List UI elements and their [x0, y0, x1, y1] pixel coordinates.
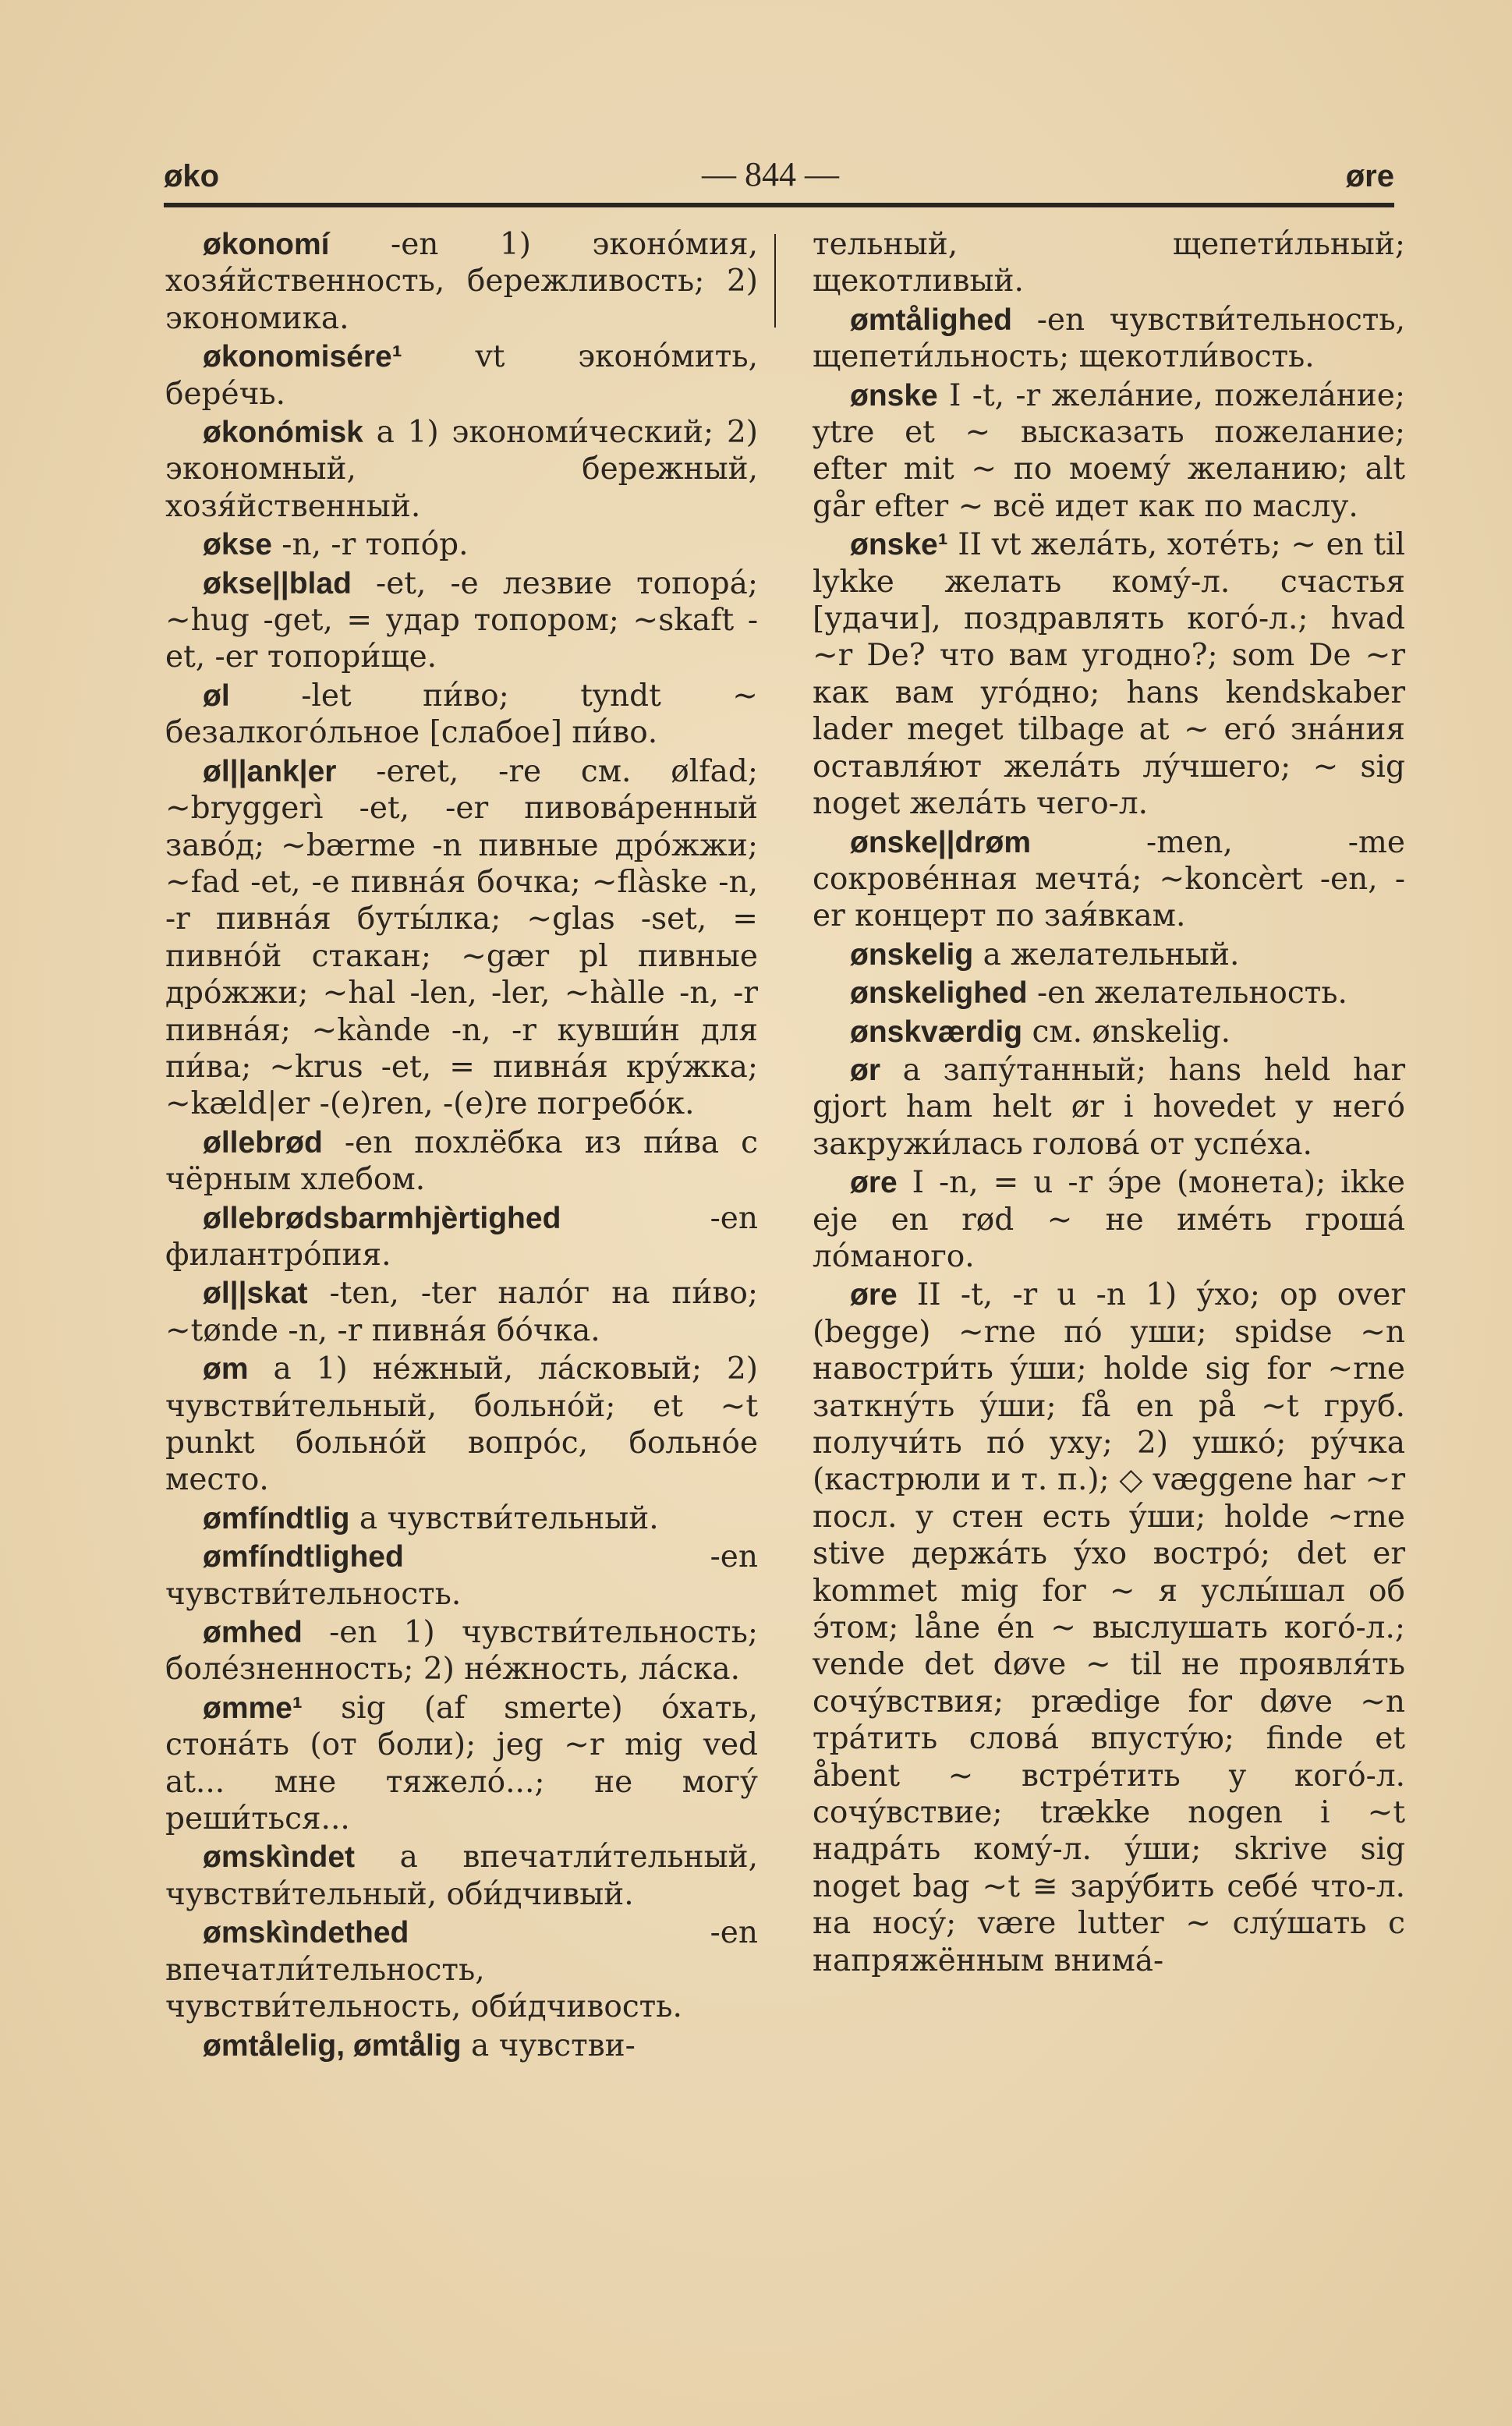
entry-headword: ønskelighed	[850, 976, 1028, 1011]
dictionary-entry	[165, 414, 758, 525]
entry-definition: I -t, -r жела́ние, пожела́ние; ytre et ~ высказать пожелание; efter mit ~ по моему́ желанию; alt går efter ~ всё идет как по маслу.	[813, 377, 1405, 524]
entry-headword: øre	[850, 1278, 898, 1312]
entry-headword: ømfíndtlig	[203, 1501, 350, 1535]
column-divider	[774, 234, 776, 328]
entry-headword: ømtålelig, ømtålig	[203, 2028, 462, 2063]
dictionary-entry	[165, 1690, 758, 1838]
entry-definition: -et, -e лезвие топора́; ~hug -get, = удар топором; ~skaft -et, -er топори́ще.	[165, 565, 758, 675]
entry-headword: øm	[203, 1352, 249, 1387]
dictionary-entry	[165, 1500, 758, 1537]
header-rule	[164, 203, 1394, 207]
entry-headword: økonomí	[203, 228, 330, 261]
dictionary-entry	[813, 1277, 1405, 1979]
header-right-guideword: øre	[1345, 159, 1394, 193]
page-number: — 844 —	[702, 155, 839, 193]
dictionary-entry	[165, 1124, 758, 1199]
entry-definition: -n, -r топо́р.	[271, 527, 469, 563]
entry-headword: ønske||drøm	[850, 825, 1032, 859]
entry-headword: økse	[203, 528, 272, 562]
entry-headword: ømfíndtlighed	[203, 1540, 404, 1574]
page-header	[164, 153, 1394, 200]
entry-headword: ømme¹	[203, 1691, 303, 1725]
entry-headword: ønske	[850, 378, 938, 413]
entry-headword: økonómisk	[203, 416, 363, 450]
entry-headword: ømskìndethed	[203, 1916, 409, 1950]
dictionary-entry	[165, 526, 758, 563]
dictionary-entry	[165, 753, 758, 1123]
entry-headword: øllebrød	[203, 1125, 323, 1160]
entry-headword: øl||ank|er	[203, 754, 337, 788]
entry-definition: a чувстви́тельный.	[349, 1500, 659, 1536]
dictionary-entry	[165, 1275, 758, 1349]
dictionary-entry	[165, 1200, 758, 1274]
dictionary-entry	[165, 1351, 758, 1499]
right-column	[813, 226, 1405, 1981]
entry-definition: тельный, щепети́льный; щекотливый.	[813, 227, 1405, 299]
entry-definition: -en чувстви́тельность, щепети́льность; щекотли́вость.	[813, 302, 1405, 375]
dictionary-entry	[813, 1052, 1405, 1163]
entry-definition: см. ønskelig.	[1022, 1014, 1231, 1050]
entry-definition: a впечатли́тельный, чувстви́тельный, оби́дчивый.	[165, 1840, 758, 1912]
dictionary-entry	[165, 678, 758, 752]
entry-definition: a запу́танный; hans held har gjort ham helt ør i hovedet у него́ закружи́лась голова́ от успе́ха.	[813, 1052, 1405, 1162]
dictionary-entry	[813, 526, 1405, 822]
entry-headword: øllebrødsbarmhjèrtighed	[203, 1201, 561, 1235]
left-column	[165, 226, 758, 2066]
dictionary-entry	[165, 226, 758, 337]
entry-definition: -en 1) эконо́мия, хозя́йственность, бережливость; 2) экономика.	[165, 227, 758, 336]
entry-headword: økse||blad	[203, 566, 352, 600]
dictionary-entry	[813, 1164, 1405, 1275]
entry-headword: ønskelig	[850, 937, 974, 972]
entry-headword: økonomisére¹	[203, 340, 402, 374]
entry-definition: a 1) экономи́ческий; 2) экономный, бережный, хозя́йственный.	[165, 415, 758, 524]
entry-definition: II vt жела́ть, хоте́ть; ~ en til lykke желать кому́-л. счастья [удачи], поздравлять кого́-л.; hvad ~r De? что вам угодно?; som De ~r как вам уго́дно; hans kendskaber lader meget tilbage at ~ его́ зна́ния оставля́ют жела́ть лу́чшего; ~ sig noget жела́ть чего-л.	[813, 527, 1405, 822]
entry-definition: -men, -me сокрове́нная мечта́; ~koncèrt -en, -er концерт по зая́вкам.	[813, 824, 1405, 934]
dictionary-entry	[165, 338, 758, 413]
entry-definition: -en 1) чувстви́тельность; боле́зненность; 2) не́жность, ла́ска.	[165, 1615, 758, 1688]
dictionary-entry	[813, 1014, 1405, 1050]
dictionary-entry	[165, 565, 758, 676]
entry-definition: -en филантро́пия.	[165, 1200, 758, 1273]
dictionary-entry	[813, 377, 1405, 526]
entry-definition: vt эконо́мить, бере́чь.	[165, 339, 758, 412]
entry-definition: -en желательность.	[1027, 976, 1347, 1011]
entry-definition: -en похлёбка из пи́ва с чёрным хлебом.	[165, 1124, 758, 1198]
entry-definition: a 1) не́жный, ла́сковый; 2) чувстви́тельный, больно́й; et ~t punkt больно́й вопро́с, больно́е место.	[165, 1351, 758, 1498]
dictionary-entry	[813, 226, 1405, 300]
entry-definition: I -n, = u -r э́ре (монета); ikke eje en rød ~ не име́ть гроша́ ло́маного.	[813, 1165, 1405, 1274]
entry-headword: ønskværdig	[850, 1015, 1023, 1049]
entry-definition: -en впечатли́тельность, чувстви́тельность, оби́дчивость.	[165, 1915, 758, 2025]
dictionary-entry	[813, 937, 1405, 973]
entry-headword: øl	[203, 678, 230, 713]
dictionary-entry	[165, 1539, 758, 1613]
entry-definition: -en чувстви́тельность.	[165, 1539, 758, 1612]
entry-definition: -let пи́во; tyndt ~ безалкого́льное [слабое] пи́во.	[165, 678, 758, 751]
entry-headword: ør	[850, 1053, 880, 1087]
dictionary-entry	[165, 1839, 758, 1913]
entry-definition: sig (af smerte) о́хать, стона́ть (от боли); jeg ~r mig ved at... мне тяжело́...; не могу́ реши́ться...	[165, 1690, 758, 1837]
entry-definition: a желательный.	[973, 937, 1240, 972]
entry-headword: øre	[850, 1166, 898, 1200]
header-left-guideword: øko	[164, 159, 220, 193]
entry-headword: ønske¹	[850, 528, 948, 562]
entry-headword: øl||skat	[203, 1277, 308, 1311]
entry-definition: II -t, -r u -n 1) у́хо; op over (begge) ~rne по́ уши; spidse ~n навостри́ть у́ши; holde sig for ~rne заткну́ть у́ши; få en på ~t груб. получи́ть по́ уху; 2) ушко́; ру́чка (кастрюли и т. п.); ◇ væggene har ~r посл. у стен есть у́ши; holde ~rne stive держа́ть у́хо востро́; det er kommet mig for ~ я услы́шал об э́том; låne én ~ выслушать кого́-л.; vende det døve ~ til не проявля́ть сочу́вствия; prædige for døve ~n тра́тить слова́ впусту́ю; finde et åbent ~ встре́тить у кого́-л. сочу́вствие; trække nogen i ~t надра́ть кому́-л. у́ши; skrive sig noget bag ~t ≅ зару́бить себе́ что-л. на носу́; være lutter ~ слу́шать с напряжённым внима́-	[813, 1277, 1405, 1978]
dictionary-entry	[165, 2028, 758, 2064]
dictionary-entry	[813, 975, 1405, 1011]
dictionary-entry	[813, 824, 1405, 935]
dictionary-entry	[165, 1614, 758, 1688]
entry-headword: ømtålighed	[850, 303, 1013, 337]
entry-definition: -ten, -ter нало́г на пи́во; ~tønde -n, -r пивна́я бо́чка.	[165, 1276, 758, 1348]
entry-definition: -eret, -re см. ølfad; ~bryggerì -et, -er пивова́ренный заво́д; ~bærme -n пивные дро́жжи; ~fad -et, -e пивна́я бочка; ~flàske -n, -r пивна́я буты́лка; ~glas -set, = пивно́й стакан; ~gær pl пивные дро́жжи; ~hal -len, -ler, ~hàlle -n, -r пивна́я; ~kànde -n, -r кувши́н для пи́ва; ~krus -et, = пивна́я кру́жка; ~kæld|er -(e)ren, -(e)re погребо́к.	[165, 753, 758, 1122]
entry-headword: ømskìndet	[203, 1840, 356, 1875]
entry-definition: a чувстви-	[461, 2028, 636, 2063]
entry-headword: ømhed	[203, 1616, 303, 1650]
dictionary-entry	[813, 302, 1405, 376]
dictionary-entry	[165, 1914, 758, 2025]
